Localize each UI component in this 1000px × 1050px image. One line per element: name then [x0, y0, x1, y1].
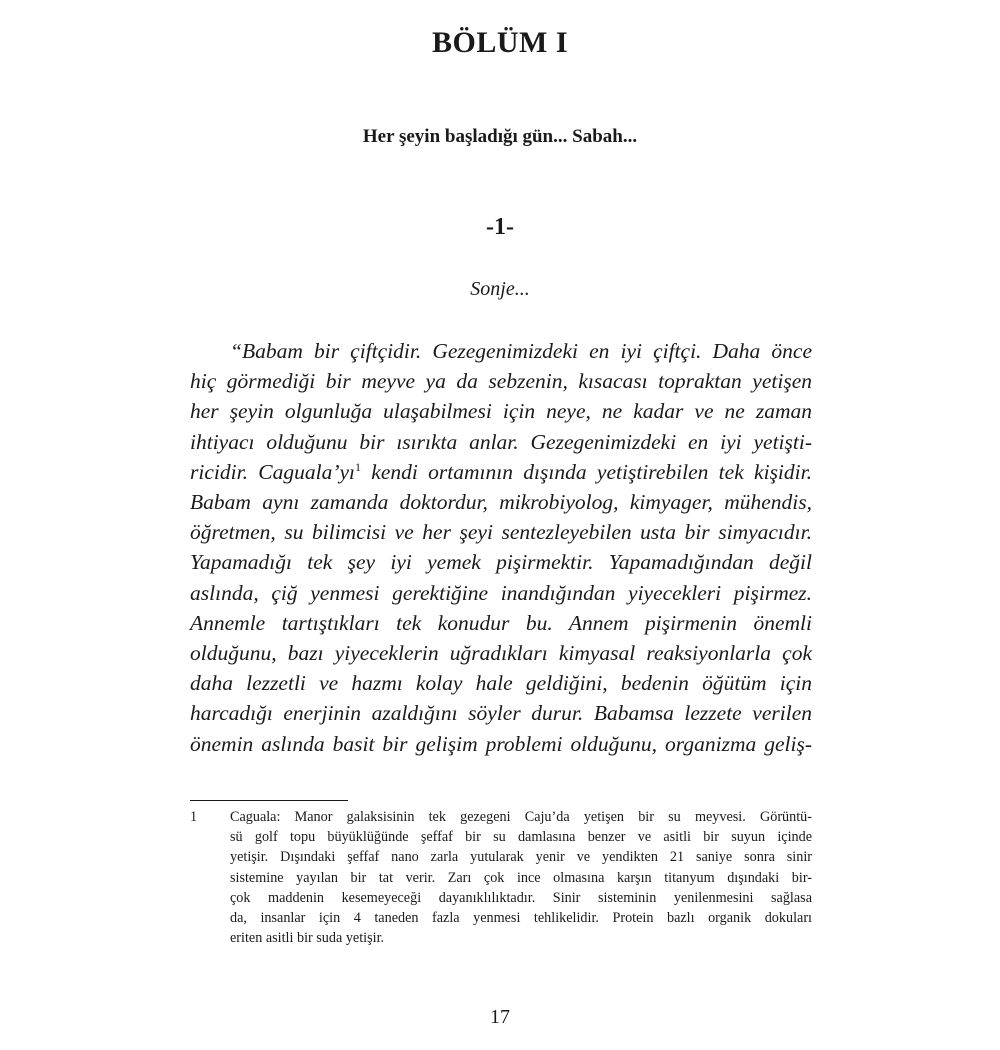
body-line: hiç görmediği bir meyve ya da sebzenin, kısacası topraktan yetişen [190, 369, 812, 394]
body-line-part: ricidir. Caguala’yı [190, 459, 355, 484]
body-line: Yapamadığı tek şey iyi yemek pişirmektir. Yapamadığından değil [190, 550, 812, 575]
footnote-line: sü golf topu büyüklüğünde şeffaf bir su damlasına benzer ve asitli bir suyun içinde [230, 829, 812, 846]
body-line-with-footnote [190, 457, 812, 487]
footnote-text [230, 807, 812, 948]
footnote-divider [190, 800, 348, 801]
footnote [190, 807, 812, 948]
footnote-marker: 1 [355, 459, 361, 474]
body-line: olduğunu, bazı yiyeceklerin uğradıkları kimyasal reaksiyonlarla çok [190, 641, 812, 666]
footnote-line: yetişir. Dışındaki şeffaf nano zarla yutularak yenir ve yendikten 21 saniye sonra sinir [230, 849, 812, 866]
footnote-line: Caguala: Manor galaksisinin tek gezegeni Caju’da yetişen bir su meyvesi. Görüntü- [230, 809, 812, 825]
body-line: aslında, çiğ yenmesi gerektiğine inandığından yiyecekleri pişirmez. [190, 580, 812, 605]
page-number: 17 [490, 1006, 510, 1028]
section-subtitle: Her şeyin başladığı gün... Sabah... [362, 126, 638, 147]
footnote-line: çok maddenin kesemeyeceği dayanıklılıktadır. Sinir sisteminin yenilenmesini sağlasa [230, 889, 812, 906]
footnote-line: da, insanlar için 4 taneden fazla yenmesi tehlikelidir. Protein bazlı organik dokuları [230, 910, 812, 927]
body-line: daha lezzetli ve hazmı kolay hale geldiğini, bedenin öğütüm için [190, 671, 812, 696]
footnote-number: 1 [190, 809, 198, 825]
body-line: harcadığı enerjinin azaldığını söyler durur. Babamsa lezzete verilen [190, 701, 812, 726]
body-line: Annemle tartıştıkları tek konudur bu. Annem pişirmenin önemli [190, 610, 812, 635]
body-line: her şeyin olgunluğa ulaşabilmesi için neye, ne kadar ve ne zaman [190, 399, 812, 424]
chapter-title: BÖLÜM I [431, 26, 568, 59]
body-line: “Babam bir çiftçidir. Gezegenimizdeki en iyi çiftçi. Daha önce [230, 339, 812, 363]
body-line: öğretmen, su bilimcisi ve her şeyi sentezleyebilen usta bir simyacıdır. [190, 520, 812, 545]
section-number: -1- [486, 214, 514, 240]
footnote-line: sistemine yayılan bir tat verir. Zarı çok ince olmasına karşın titanyum dışındaki bir- [230, 869, 812, 886]
body-line: Babam aynı zamanda doktordur, mikrobiyolog, kimyager, mühendis, [190, 490, 812, 515]
footnote-line: eriten asitli bir suda yetişir. [230, 930, 385, 947]
body-line: ihtiyacı olduğunu bir ısırıkta anlar. Gezegenimizdeki en iyi yetişti- [190, 429, 812, 454]
body-line: önemin aslında basit bir gelişim problemi olduğunu, organizma geliş- [190, 731, 812, 756]
body-line-part: kendi ortamının dışında yetiştirebilen tek kişidir. [361, 459, 812, 484]
body-paragraph [190, 336, 812, 759]
speaker-name: Sonje... [470, 278, 530, 300]
